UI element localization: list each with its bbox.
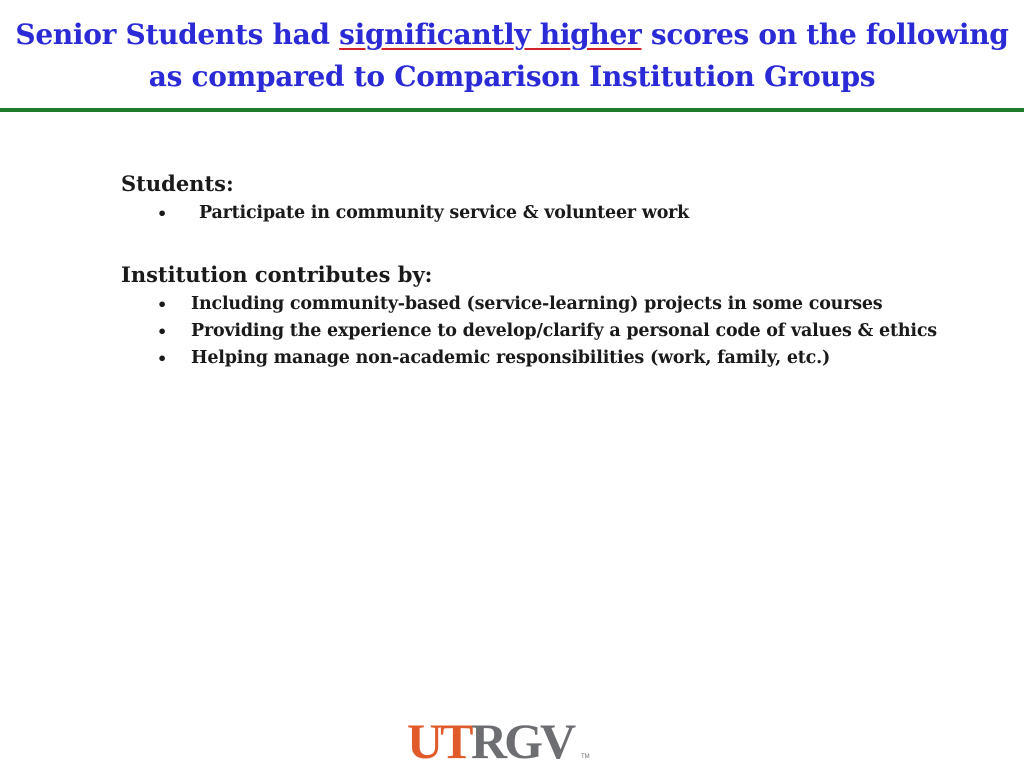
- list-item-text: Participate in community service & volunteer work: [199, 203, 690, 223]
- list-item: [121, 345, 981, 372]
- title-emphasis: significantly higher: [339, 18, 642, 51]
- students-list: [121, 200, 981, 227]
- title-line-2: as compared to Comparison Institution Groups: [148, 60, 876, 93]
- list-item-text: Including community-based (service-learning) projects in some courses: [191, 294, 883, 314]
- students-heading: Students:: [121, 171, 234, 196]
- title-part-2: scores on the following: [641, 18, 1009, 51]
- section-spacer: [121, 227, 981, 259]
- institution-list: [121, 291, 981, 372]
- logo-rgv: RGV: [471, 713, 574, 764]
- bullet-icon: •: [157, 204, 168, 223]
- logo-trademark: TM: [581, 754, 590, 760]
- bullet-icon: •: [157, 322, 168, 341]
- slide-title: [0, 14, 1024, 98]
- utrgv-logo: [407, 712, 593, 764]
- list-item-text: Helping manage non-academic responsibilities (work, family, etc.): [191, 348, 831, 368]
- title-part-1: Senior Students had: [15, 18, 340, 51]
- list-item: [121, 200, 981, 227]
- list-item-text: Providing the experience to develop/clarify a personal code of values & ethics: [191, 321, 937, 341]
- logo-ut: UT: [407, 713, 471, 764]
- slide-body: [121, 168, 981, 372]
- bullet-icon: •: [157, 295, 168, 314]
- list-item: [121, 291, 981, 318]
- institution-heading: Institution contributes by:: [121, 262, 433, 287]
- list-item: [121, 318, 981, 345]
- title-divider: [0, 108, 1024, 112]
- bullet-icon: •: [157, 349, 168, 368]
